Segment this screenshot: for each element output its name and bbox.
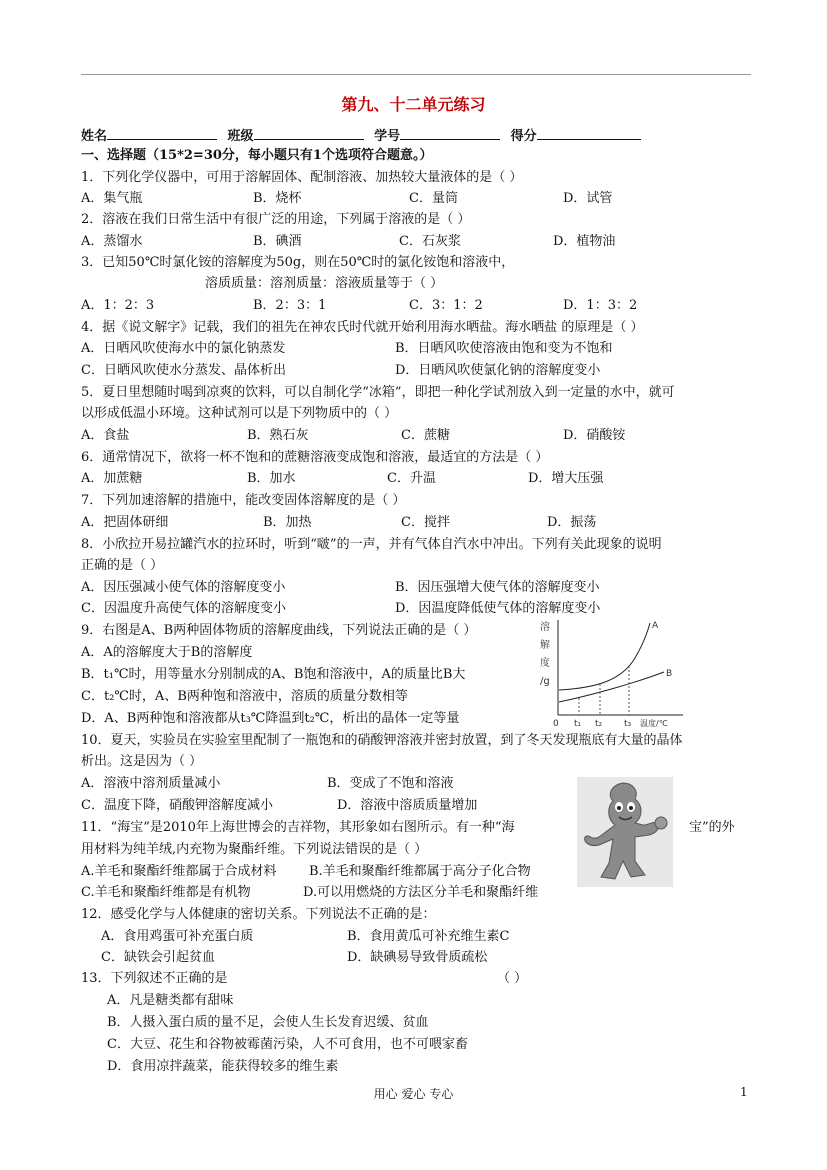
q8-option-b[interactable]: B．因压强增大使气体的溶解度变小 (395, 580, 600, 595)
q6-option-b[interactable]: B．加水 (247, 471, 296, 486)
q5-option-b[interactable]: B．熟石灰 (247, 428, 309, 443)
q4-option-c[interactable]: C．日晒风吹使水分蒸发、晶体析出 (81, 363, 286, 378)
q5-option-c[interactable]: C．蔗糖 (401, 428, 450, 443)
q10-option-d[interactable]: D．溶液中溶质质量增加 (337, 798, 478, 813)
graph-ylabel-2: 解 (540, 640, 550, 651)
id-label: 学号 (374, 129, 401, 144)
q3-option-c[interactable]: C．3：1：2 (409, 298, 483, 313)
q10-stem-2: 析出。这是因为（ ） (81, 754, 203, 769)
graph-tick-0: 0 (553, 719, 559, 729)
name-blank[interactable] (107, 124, 217, 140)
q3-stem: 3．已知50℃时氯化铵的溶解度为50g，则在50℃时的氯化铵饱和溶液中， (81, 255, 515, 270)
q5-option-d[interactable]: D．硝酸铵 (563, 428, 626, 443)
q9-option-a[interactable]: A．A的溶解度大于B的溶解度 (81, 645, 253, 660)
q8-option-c[interactable]: C．因温度升高使气体的溶解度变小 (81, 601, 286, 616)
header-rule (81, 74, 751, 75)
graph-label-b: B (666, 669, 673, 679)
q12-option-c[interactable]: C．缺铁会引起贫血 (101, 950, 215, 965)
q12-option-b[interactable]: B．食用黄瓜可补充维生素C (347, 929, 510, 944)
page-footer: 用心 爱心 专心 (373, 1087, 454, 1101)
q11-option-c[interactable]: C.羊毛和聚酯纤维都是有机物 (81, 885, 251, 900)
q7-option-d[interactable]: D．振荡 (547, 515, 597, 530)
q11-stem: 11．“海宝”是2010年上海世博会的吉祥物，其形象如右图所示。有一种“海 (81, 820, 515, 835)
q8-stem: 8．小欣拉开易拉罐汽水的拉环时，听到“啵”的一声，并有气体自汽水中冲出。下列有关此现象的说明 (81, 537, 662, 552)
graph-curve-a (559, 623, 650, 690)
q2-option-c[interactable]: C．石灰浆 (399, 234, 461, 249)
q4-option-b[interactable]: B．日晒风吹使溶液由饱和变为不饱和 (395, 341, 613, 356)
graph-ylabel-3: 度 (540, 658, 550, 669)
graph-tick-t1: t₁ (574, 719, 582, 729)
q4-option-d[interactable]: D．日晒风吹使氯化钠的溶解度变小 (395, 363, 601, 378)
q2-stem: 2．溶液在我们日常生活中有很广泛的用途，下列属于溶液的是（ ） (81, 212, 471, 227)
q3-option-d[interactable]: D．1：3：2 (563, 298, 638, 313)
q13-option-d[interactable]: D．食用凉拌蔬菜，能获得较多的维生素 (107, 1059, 339, 1074)
student-info-line (81, 124, 641, 147)
q9-stem: 9．右图是A、B两种固体物质的溶解度曲线，下列说法正确的是（ ） (81, 623, 477, 638)
graph-ylabel-1: 溶 (540, 622, 550, 633)
score-blank[interactable] (537, 124, 641, 140)
q3-stem-2: 溶质质量：溶剂质量：溶液质量等于（ ） (205, 276, 444, 291)
q11-stem-2: 用材料为纯羊绒,内充物为聚酯纤维。下列说法错误的是（ ） (81, 842, 428, 857)
q10-option-c[interactable]: C．温度下降，硝酸钾溶解度减小 (81, 798, 273, 813)
q1-option-a[interactable]: A．集气瓶 (81, 191, 143, 206)
q7-option-a[interactable]: A．把固体研细 (81, 515, 169, 530)
q11-stem-right: 宝”的外 (689, 820, 735, 835)
q2-option-a[interactable]: A．蒸馏水 (81, 234, 143, 249)
q7-option-b[interactable]: B．加热 (263, 515, 312, 530)
q3-option-a[interactable]: A．1：2：3 (81, 298, 155, 313)
q1-option-d[interactable]: D．试管 (563, 191, 613, 206)
q8-option-d[interactable]: D．因温度降低使气体的溶解度变小 (395, 601, 601, 616)
q13-option-c[interactable]: C．大豆、花生和谷物被霉菌污染，人不可食用，也不可喂家畜 (107, 1037, 468, 1052)
q10-option-a[interactable]: A．溶液中溶剂质量减小 (81, 776, 221, 791)
q6-option-d[interactable]: D．增大压强 (528, 471, 604, 486)
class-label: 班级 (227, 129, 254, 144)
q2-option-d[interactable]: D．植物油 (553, 234, 616, 249)
q12-option-a[interactable]: A．食用鸡蛋可补充蛋白质 (101, 929, 254, 944)
q11-option-b[interactable]: B.羊毛和聚酯纤维都属于高分子化合物 (309, 864, 531, 879)
q13-answer-paren[interactable]: （ ） (497, 971, 528, 986)
graph-xlabel: 温度/℃ (640, 719, 668, 728)
q7-option-c[interactable]: C．搅拌 (401, 515, 450, 530)
graph-curve-b (559, 672, 664, 702)
q6-option-a[interactable]: A．加蔗糖 (81, 471, 143, 486)
q13-option-b[interactable]: B．人摄入蛋白质的量不足，会使人生长发育迟缓、贫血 (107, 1015, 429, 1030)
q8-stem-2: 正确的是（ ） (81, 558, 164, 573)
q2-option-b[interactable]: B．碘酒 (253, 234, 302, 249)
q10-stem: 10．夏天，实验员在实验室里配制了一瓶饱和的硝酸钾溶液并密封放置，到了冬天发现瓶底有大量的晶体 (81, 733, 683, 748)
q3-option-b[interactable]: B．2：3：1 (253, 298, 327, 313)
q5-stem: 5．夏日里想随时喝到凉爽的饮料，可以自制化学“冰箱”，即把一种化学试剂放入到一定量的水中，就可 (81, 385, 675, 400)
graph-tick-t3: t₃ (624, 719, 632, 729)
q1-stem: 1．下列化学仪器中，可用于溶解固体、配制溶液、加热较大量液体的是（ ） (81, 170, 523, 185)
q13-stem: 13．下列叙述不正确的是 (81, 971, 228, 986)
q11-option-d[interactable]: D.可以用燃烧的方法区分羊毛和聚酯纤维 (303, 885, 539, 900)
q12-option-d[interactable]: D．缺碘易导致骨质疏松 (347, 950, 488, 965)
section-heading: 一、选择题（15*2=30分，每小题只有1个选项符合题意。） (81, 148, 433, 163)
q11-option-a[interactable]: A.羊毛和聚酯纤维都属于合成材料 (81, 864, 277, 879)
q12-stem: 12．感受化学与人体健康的密切关系。下列说法不正确的是： (81, 907, 436, 922)
q9-option-b[interactable]: B．t₁℃时，用等量水分别制成的A、B饱和溶液中，A的质量比B大 (81, 667, 466, 682)
q4-option-a[interactable]: A．日晒风吹使海水中的氯化钠蒸发 (81, 341, 286, 356)
score-label: 得分 (510, 129, 537, 144)
class-blank[interactable] (254, 124, 364, 140)
q7-stem: 7．下列加速溶解的措施中，能改变固体溶解度的是（ ） (81, 493, 406, 508)
q10-option-b[interactable]: B．变成了不饱和溶液 (327, 776, 454, 791)
graph-ylabel-4: /g (540, 676, 550, 687)
graph-tick-t2: t₂ (595, 719, 603, 729)
solubility-curve-graph (537, 618, 685, 730)
q8-option-a[interactable]: A．因压强减小使气体的溶解度变小 (81, 580, 286, 595)
q9-option-c[interactable]: C．t₂℃时，A、B两种饱和溶液中，溶质的质量分数相等 (81, 689, 408, 704)
q6-option-c[interactable]: C．升温 (387, 471, 436, 486)
page-title: 第九、十二单元练习 (341, 95, 486, 114)
q1-option-c[interactable]: C．量筒 (409, 191, 458, 206)
q5-stem-2: 以形成低温小环境。这种试剂可以是下列物质中的（ ） (81, 406, 398, 421)
q5-option-a[interactable]: A．食盐 (81, 428, 130, 443)
q6-stem: 6．通常情况下，欲将一杯不饱和的蔗糖溶液变成饱和溶液，最适宜的方法是（ ） (81, 450, 549, 465)
name-label: 姓名 (81, 129, 108, 144)
haibao-mascot-image (577, 777, 673, 887)
q1-option-b[interactable]: B．烧杯 (253, 191, 302, 206)
graph-label-a: A (652, 621, 659, 631)
q9-option-d[interactable]: D．A、B两种饱和溶液都从t₃℃降温到t₂℃，析出的晶体一定等量 (81, 711, 460, 726)
q13-option-a[interactable]: A．凡是糖类都有甜味 (107, 993, 234, 1008)
page-number: 1 (740, 1085, 748, 1099)
q4-stem: 4．据《说文解字》记载，我们的祖先在神农氏时代就开始利用海水晒盐。海水晒盐 的原理是（ ） (81, 320, 644, 335)
id-blank[interactable] (400, 124, 500, 140)
